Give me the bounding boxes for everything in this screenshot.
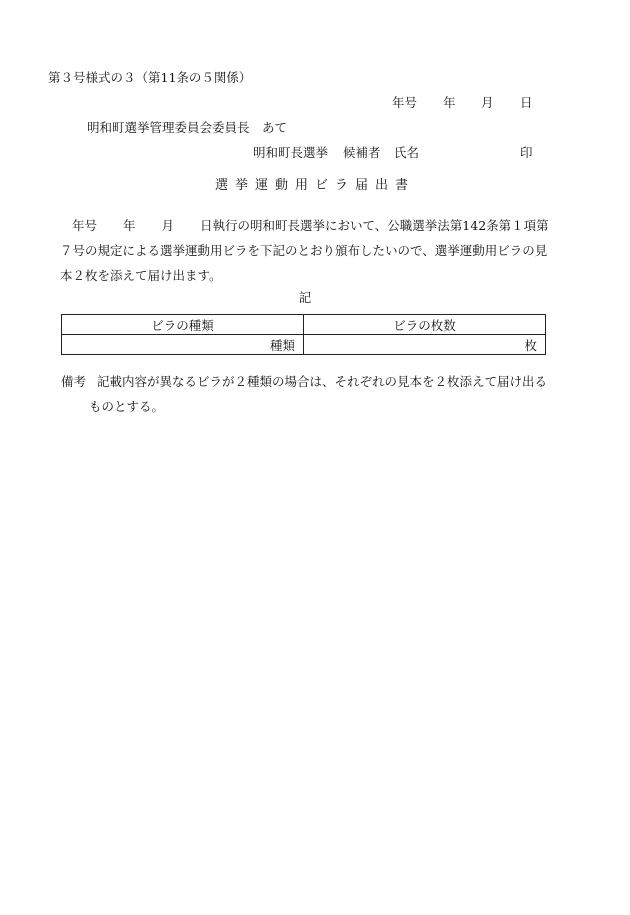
table-row xyxy=(62,335,546,355)
form-identifier: 第３号様式の３（第11条の５関係） xyxy=(48,70,252,85)
remarks-label: 備考 xyxy=(61,374,87,389)
flyer-table xyxy=(61,314,546,355)
body-text-main: 日執行の明和町長選挙において、公職選挙法第142条第１項第７号の規定による選挙運動用ビラを下記のとおり頒布したいので、選挙運動用ビラの見本２枚を添えて届け出ます。 xyxy=(60,218,549,283)
remarks xyxy=(61,369,561,419)
remarks-text-2: ものとする。 xyxy=(89,399,165,414)
addressee: 明和町選挙管理委員会委員長 あて xyxy=(87,120,288,135)
candidate-role: 候補者 xyxy=(343,145,381,160)
cell-flyer-type: 種類 xyxy=(62,335,304,355)
body-month: 月 xyxy=(161,218,175,233)
candidate-election: 明和町長選挙 xyxy=(253,145,329,160)
header-flyer-type: ビラの種類 xyxy=(62,315,304,335)
body-year: 年 xyxy=(123,218,136,233)
body-era: 年号 xyxy=(72,218,98,233)
candidate-name-label: 氏名 xyxy=(394,145,420,160)
date-day: 日 xyxy=(520,95,533,110)
date-month: 月 xyxy=(481,95,494,110)
table-header-row xyxy=(62,315,546,335)
remarks-text-1: 記載内容が異なるビラが２種類の場合は、それぞれの見本を２枚添えて届け出る xyxy=(97,374,548,389)
cell-flyer-count: 枚 xyxy=(304,335,546,355)
seal-mark: 印 xyxy=(520,145,533,160)
document-title: 選挙運動用ビラ届出書 xyxy=(214,178,415,193)
body-paragraph xyxy=(60,213,550,288)
ki-heading: 記 xyxy=(298,290,312,305)
remarks-line-1 xyxy=(61,369,561,394)
header-flyer-count: ビラの枚数 xyxy=(304,315,546,335)
date-year: 年 xyxy=(443,95,456,110)
date-era: 年号 xyxy=(392,95,418,110)
